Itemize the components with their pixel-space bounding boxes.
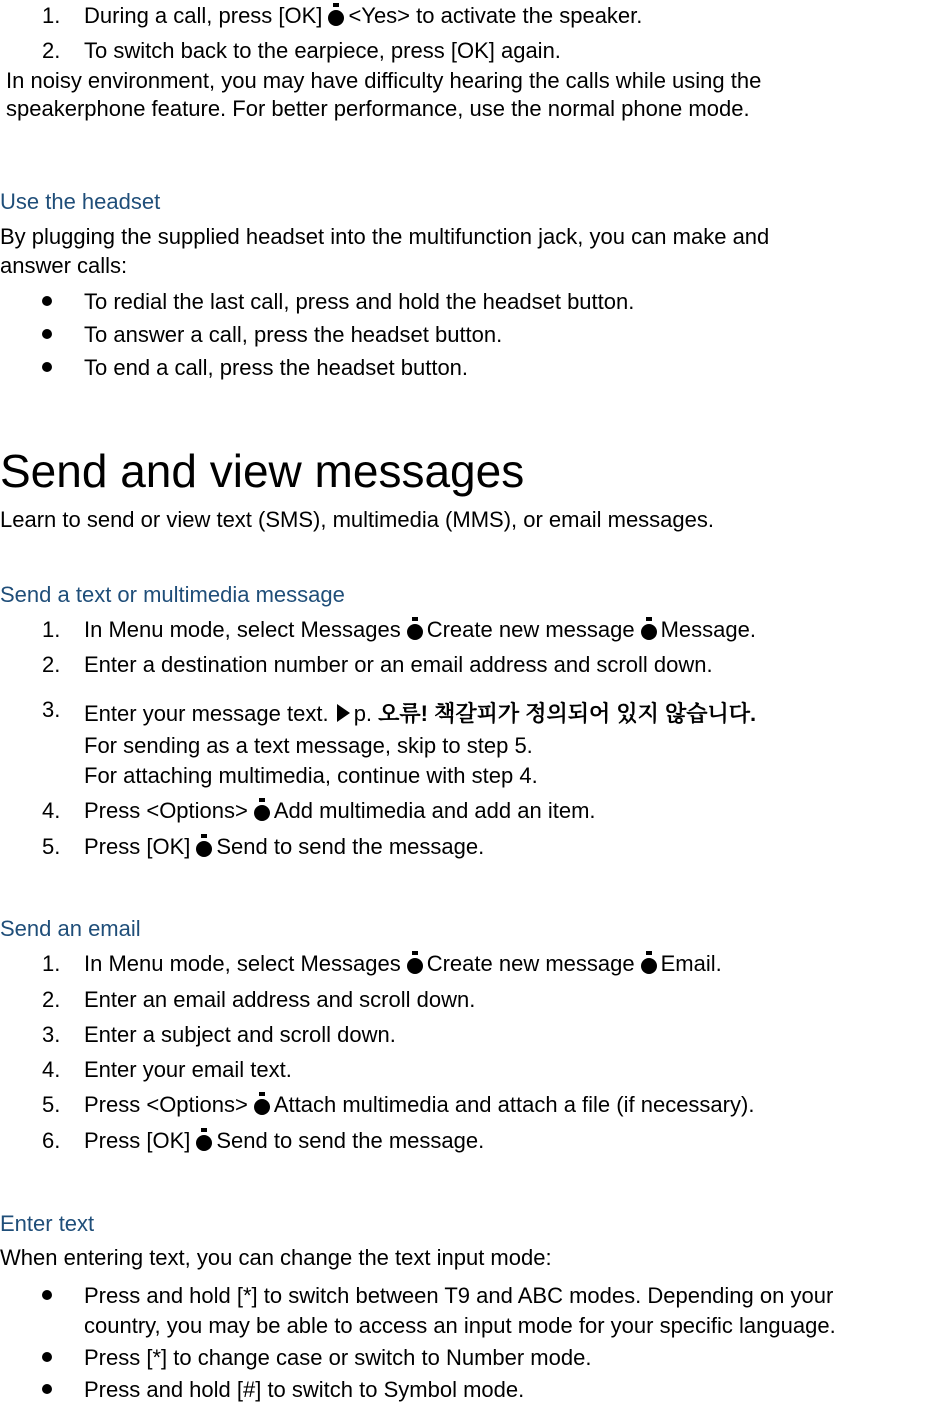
note-line-2: speakerphone feature. For better performance, use the normal phone mode. [6, 96, 750, 121]
text-msg-step-1: In Menu mode, select Messages Create new message Message. [84, 617, 756, 642]
email-heading: Send an email [0, 916, 141, 941]
select-arrow-icon [641, 953, 657, 973]
email-step-3: Enter a subject and scroll down. [84, 1022, 396, 1047]
text-msg-step-5: Press [OK] Send to send the message. [84, 834, 485, 859]
select-arrow-icon [254, 800, 270, 820]
bookmark-error: 오류! 책갈피가 정의되어 있지 않습니다. [378, 701, 757, 726]
section-title: Send and view messages [0, 445, 525, 497]
note-line-1: In noisy environment, you may have difficulty hearing the calls while using the [6, 68, 762, 93]
select-arrow-icon [254, 1094, 270, 1114]
step-number: 4. [42, 1057, 61, 1082]
step-text: During a call, press [OK] <Yes> to activate the speaker. [84, 3, 643, 28]
email-step-2: Enter an email address and scroll down. [84, 987, 476, 1012]
select-arrow-icon [196, 836, 212, 856]
text-msg-note-1: For sending as a text message, skip to step 5. [84, 733, 533, 758]
headset-heading: Use the headset [0, 189, 161, 214]
headset-bullet-1: To redial the last call, press and hold the headset button. [84, 289, 635, 314]
step-number: 6. [42, 1128, 61, 1153]
bullet-icon [42, 1352, 52, 1362]
bullet-icon [42, 1384, 52, 1394]
email-step-1: In Menu mode, select Messages Create new message Email. [84, 951, 722, 976]
headset-bullet-3: To end a call, press the headset button. [84, 355, 469, 380]
step-text: To switch back to the earpiece, press [OK] again. [84, 38, 561, 63]
step-number: 2. [42, 987, 61, 1012]
section-intro: Learn to send or view text (SMS), multimedia (MMS), or email messages. [0, 507, 715, 532]
select-arrow-icon [407, 619, 423, 639]
text-msg-step-2: Enter a destination number or an email address and scroll down. [84, 652, 713, 677]
step-number: 5. [42, 834, 61, 859]
step-number: 2. [42, 38, 61, 63]
enter-text-intro: When entering text, you can change the text input mode: [0, 1245, 552, 1270]
step-number: 5. [42, 1092, 61, 1117]
text-msg-step-3: Enter your message text. p. 오류! 책갈피가 정의되어 있지 않습니다. [84, 701, 757, 726]
email-step-4: Enter your email text. [84, 1057, 292, 1082]
step-number: 2. [42, 652, 61, 677]
step-number: 3. [42, 1022, 61, 1047]
bullet-icon [42, 362, 52, 372]
select-arrow-icon [328, 5, 344, 25]
step-number: 4. [42, 798, 61, 823]
text-msg-heading: Send a text or multimedia message [0, 582, 345, 607]
bullet-icon [42, 296, 52, 306]
enter-text-bullet-1b: country, you may be able to access an input mode for your specific language. [84, 1313, 836, 1338]
email-step-5: Press <Options> Attach multimedia and attach a file (if necessary). [84, 1092, 755, 1117]
text-msg-step-4: Press <Options> Add multimedia and add an item. [84, 798, 596, 823]
enter-text-bullet-2: Press [*] to change case or switch to Number mode. [84, 1345, 592, 1370]
headset-intro-2: answer calls: [0, 253, 128, 278]
enter-text-bullet-3: Press and hold [#] to switch to Symbol mode. [84, 1377, 525, 1402]
select-arrow-icon [196, 1130, 212, 1150]
step-number: 1. [42, 3, 61, 28]
enter-text-bullet-1a: Press and hold [*] to switch between T9 and ABC modes. Depending on your [84, 1283, 834, 1308]
bullet-icon [42, 1290, 52, 1300]
step-number: 3. [42, 697, 61, 722]
headset-bullet-2: To answer a call, press the headset button. [84, 322, 503, 347]
page-ref-arrow-icon [337, 704, 350, 722]
select-arrow-icon [407, 953, 423, 973]
email-step-6: Press [OK] Send to send the message. [84, 1128, 485, 1153]
headset-intro-1: By plugging the supplied headset into the multifunction jack, you can make and [0, 224, 770, 249]
bullet-icon [42, 329, 52, 339]
step-number: 1. [42, 951, 61, 976]
text-msg-note-2: For attaching multimedia, continue with step 4. [84, 763, 538, 788]
select-arrow-icon [641, 619, 657, 639]
enter-text-heading: Enter text [0, 1211, 95, 1236]
step-number: 1. [42, 617, 61, 642]
